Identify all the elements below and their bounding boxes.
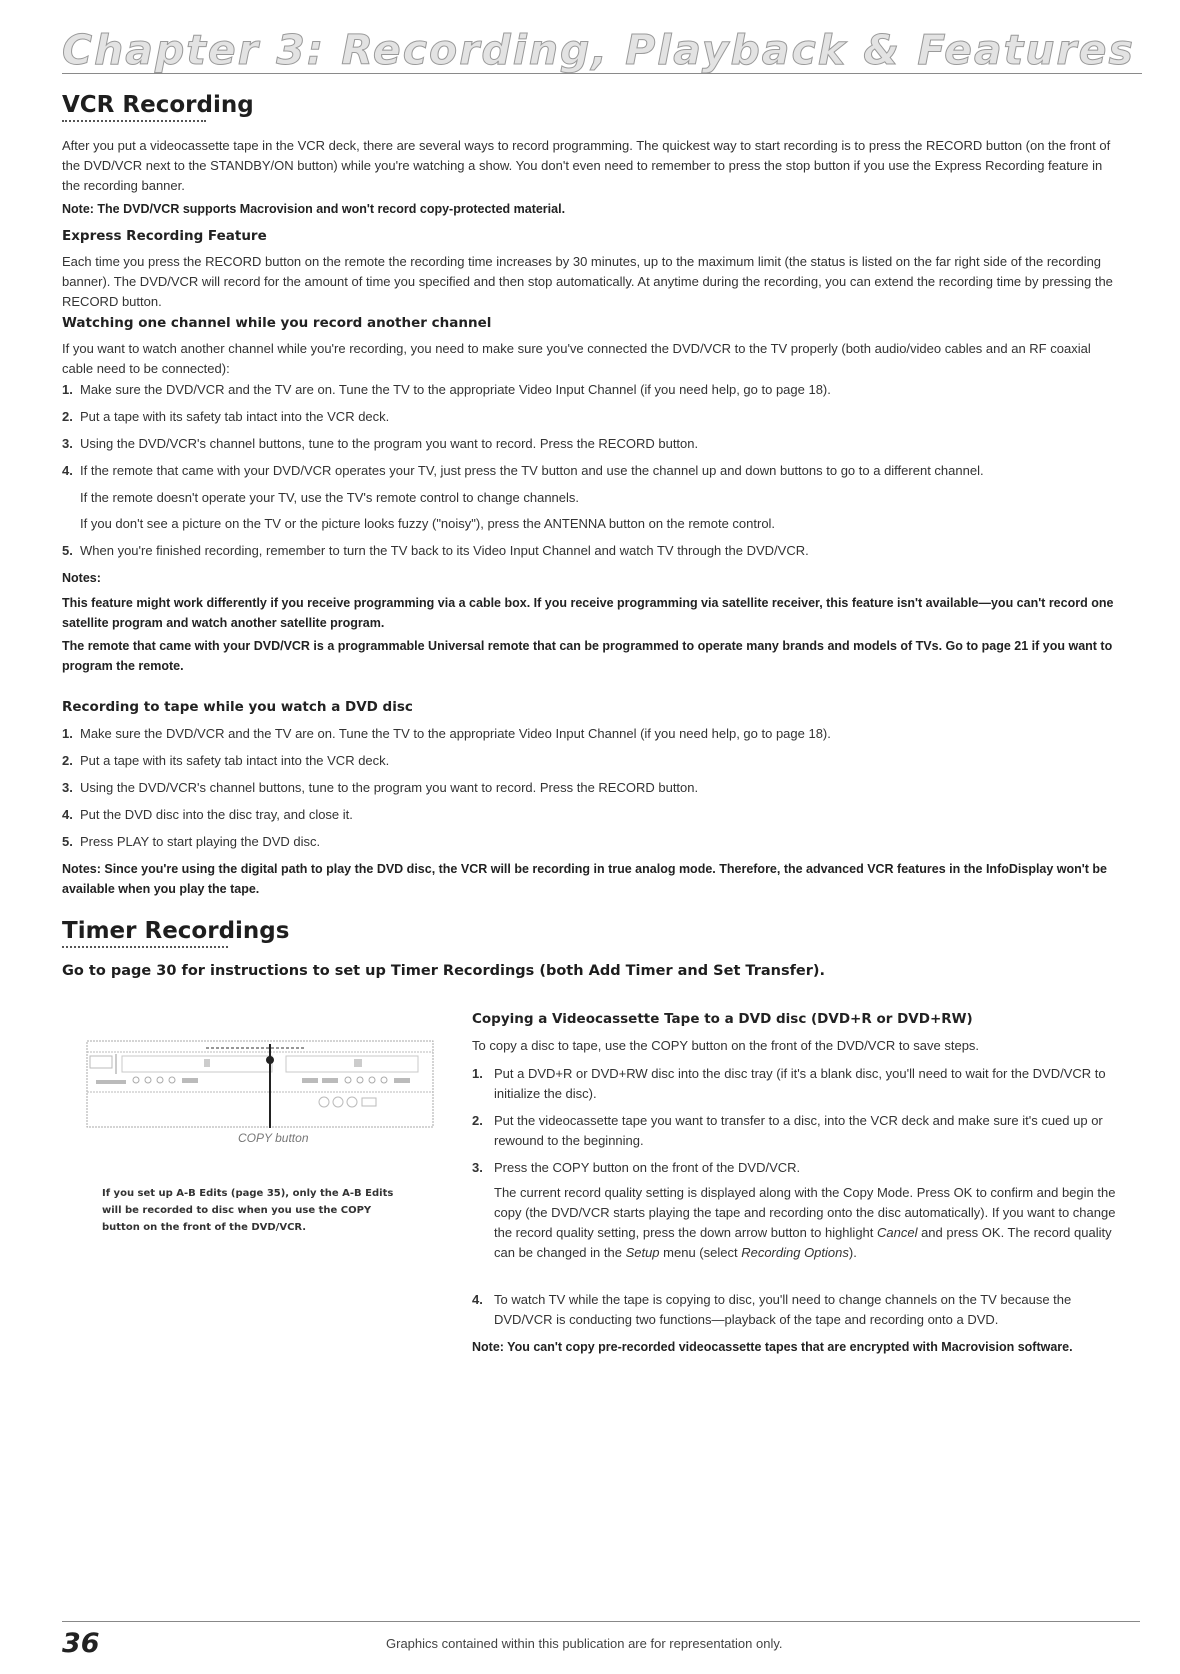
step-number: 4.: [472, 1292, 483, 1307]
step-number: 5.: [62, 543, 73, 558]
tray-logo: [204, 1059, 210, 1067]
list-item: [62, 380, 1122, 400]
vcr-intro-paragraph: After you put a videocassette tape in the VCR deck, there are several ways to record programming. The quickest way to start recording is to press the RECORD button (on the front of the DVD/VCR next to the STANDBY/ON button) while you're watching a show. You don't even need to remember to press the stop button if you use the Express Recording feature in the recording banner.: [62, 138, 1111, 193]
button-small: [322, 1078, 338, 1083]
step-number: 2.: [62, 753, 73, 768]
step-text: Put a tape with its safety tab intact into the VCR deck.: [80, 409, 390, 424]
dvd-recording-heading: Recording to tape while you watch a DVD disc: [62, 699, 413, 715]
list-item: [62, 434, 1122, 454]
list-item: [62, 751, 1122, 771]
list-item: [472, 1111, 1132, 1151]
detail-text: ).: [848, 1245, 857, 1260]
list-item: [62, 461, 1122, 481]
figure-caption: COPY button: [238, 1131, 309, 1145]
copy-button-marker: [266, 1056, 274, 1064]
step-number: 1.: [62, 382, 73, 397]
chapter-title: Chapter 3: Recording, Playback & Features: [62, 26, 1135, 74]
digital-path-note: Notes: Since you're using the digital path to play the DVD disc, the VCR will be recording in true analog mode. Therefore, the advanced VCR features in the InfoDisplay won't be available when you play the tape.: [62, 862, 1107, 896]
step-text: Make sure the DVD/VCR and the TV are on. Tune the TV to the appropriate Video Input Channel (if you need help, go to page 18).: [80, 726, 831, 741]
detail-text: The current record quality setting is displayed along with the Copy Mode. Press OK to confirm and begin the copy (the DVD/VCR starts playing the tape and recording onto the disc automatically). If you want to change the record quality setting, press the down arrow button to highlight: [494, 1185, 1116, 1240]
copying-intro: To copy a disc to tape, use the COPY button on the front of the DVD/VCR to save steps.: [472, 1038, 980, 1053]
step-text: Using the DVD/VCR's channel buttons, tune to the program you want to record. Press the RECORD button.: [80, 780, 699, 795]
heading-underline: [62, 120, 206, 122]
list-item: [62, 724, 1122, 744]
step-number: 3.: [472, 1160, 483, 1175]
copying-heading: Copying a Videocassette Tape to a DVD disc (DVD+R or DVD+RW): [472, 1011, 973, 1027]
step-number: 1.: [472, 1066, 483, 1081]
list-item: [62, 778, 1122, 798]
setup-term: Setup: [625, 1245, 660, 1260]
step-number: 4.: [62, 807, 73, 822]
step-text: If the remote that came with your DVD/VCR operates your TV, just press the TV button and use the channel up and down buttons to go to a different channel.: [80, 463, 984, 478]
notes-cable-box: This feature might work differently if you receive programming via a cable box. If you receive programming via satellite receiver, this feature isn't available—you can't record one satellite program and watch another satellite program.: [62, 596, 1114, 630]
button-group-left: [96, 1080, 126, 1084]
footer-rule: [62, 1621, 1140, 1622]
step-text: Put a tape with its safety tab intact into the VCR deck.: [80, 753, 390, 768]
section-heading-vcr-recording: VCR Recording: [62, 92, 254, 118]
step-text: To watch TV while the tape is copying to disc, you'll need to change channels on the TV because the DVD/VCR is conducting two functions—playback of the tape and recording onto a DVD.: [494, 1292, 1072, 1327]
notes-universal-remote: The remote that came with your DVD/VCR is a programmable Universal remote that can be programmed to operate many brands and models of TVs. Go to page 21 if you want to program the remote.: [62, 639, 1113, 673]
step-detail: [494, 1183, 1132, 1263]
list-item: [472, 1290, 1132, 1330]
tape-logo: [354, 1059, 362, 1067]
step-detail: If you don't see a picture on the TV or the picture looks fuzzy ("noisy"), press the ANTENNA button on the remote control.: [80, 516, 776, 531]
step-number: 2.: [62, 409, 73, 424]
step-number: 3.: [62, 436, 73, 451]
timer-instructions: Go to page 30 for instructions to set up Timer Recordings (both Add Timer and Set Transfer).: [62, 963, 826, 979]
section-heading-timer-recordings: Timer Recordings: [62, 918, 290, 944]
list-item: [62, 541, 1122, 561]
ab-edits-note: If you set up A-B Edits (page 35), only the A-B Edits will be recorded to disc when you use the COPY button on the front of the DVD/VCR.: [102, 1188, 394, 1233]
panel-outline: [87, 1041, 433, 1127]
list-item: [62, 805, 1122, 825]
list-item: [472, 1064, 1132, 1104]
express-recording-heading: Express Recording Feature: [62, 228, 267, 244]
list-item: [472, 1158, 1132, 1178]
step-text: Make sure the DVD/VCR and the TV are on. Tune the TV to the appropriate Video Input Channel (if you need help, go to page 18).: [80, 382, 831, 397]
step-text: When you're finished recording, remember to turn the TV back to its Video Input Channel and watch TV through the DVD/VCR.: [80, 543, 809, 558]
step-text: Put a DVD+R or DVD+RW disc into the disc tray (if it's a blank disc, you'll need to wait for the DVD/VCR to initialize the disc).: [494, 1066, 1106, 1101]
button-small: [394, 1078, 410, 1083]
step-number: 4.: [62, 463, 73, 478]
macrovision-copy-note: Note: You can't copy pre-recorded videocassette tapes that are encrypted with Macrovision software.: [472, 1340, 1073, 1354]
step-number: 5.: [62, 834, 73, 849]
step-number: 2.: [472, 1113, 483, 1128]
chapter-rule: [62, 73, 1142, 74]
button-small: [182, 1078, 198, 1083]
step-text: Put the DVD disc into the disc tray, and close it.: [80, 807, 353, 822]
watch-channel-heading: Watching one channel while you record another channel: [62, 315, 492, 331]
list-item: [62, 832, 1122, 852]
list-item: [62, 407, 1122, 427]
step-text: Press PLAY to start playing the DVD disc.: [80, 834, 321, 849]
notes-label: Notes:: [62, 571, 101, 585]
page-number: 36: [62, 1628, 100, 1659]
detail-text: menu (select: [659, 1245, 742, 1260]
recording-options-term: Recording Options: [741, 1245, 849, 1260]
footer-disclaimer: Graphics contained within this publication are for representation only.: [386, 1636, 783, 1651]
cancel-term: Cancel: [877, 1225, 918, 1240]
step-number: 3.: [62, 780, 73, 795]
button-small: [302, 1078, 318, 1083]
detail-text: and press OK. The record quality can be changed in the: [494, 1225, 1112, 1260]
dvd-vcr-front-panel-illustration: [86, 1040, 434, 1128]
express-recording-paragraph: Each time you press the RECORD button on the remote the recording time increases by 30 minutes, up to the maximum limit (the status is listed on the far right side of the recording banner). The DVD/VCR will record for the amount of time you specified and then stop automatically. At anytime during the recording, you can extend the recording time by pressing the RECORD button.: [62, 254, 1113, 309]
watch-channel-intro: If you want to watch another channel while you're recording, you need to make sure you've connected the DVD/VCR to the TV properly (both audio/video cables and an RF coaxial cable need to be connected):: [62, 341, 1091, 376]
chapter-header: [62, 26, 1142, 74]
step-text: Put the videocassette tape you want to transfer to a disc, into the VCR deck and make sure it's cued up or rewound to the beginning.: [494, 1113, 1103, 1148]
step-text: Using the DVD/VCR's channel buttons, tune to the program you want to record. Press the RECORD button.: [80, 436, 699, 451]
step-text: Press the COPY button on the front of the DVD/VCR.: [494, 1160, 801, 1175]
macrovision-note: Note: The DVD/VCR supports Macrovision and won't record copy-protected material.: [62, 202, 566, 216]
step-number: 1.: [62, 726, 73, 741]
heading-underline: [62, 946, 228, 948]
step-detail: If the remote doesn't operate your TV, use the TV's remote control to change channels.: [80, 490, 580, 505]
